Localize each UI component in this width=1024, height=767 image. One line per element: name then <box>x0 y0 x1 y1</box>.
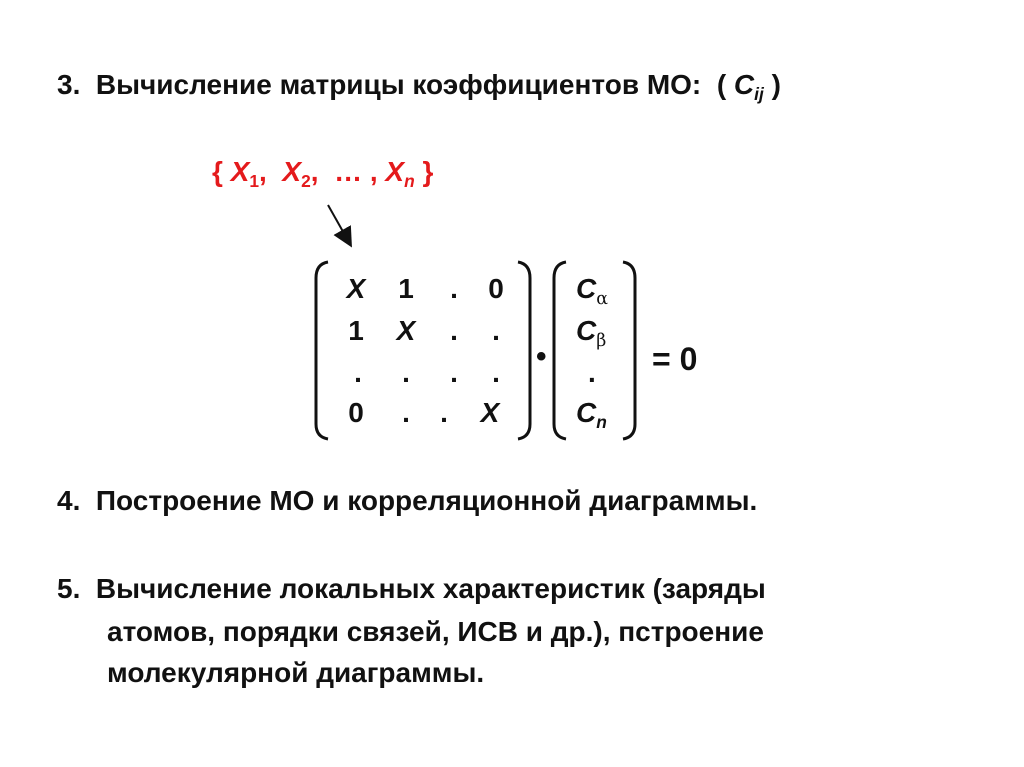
root-x1-sub: 1 <box>249 171 260 192</box>
item-4-text: Построение МО и корреляционной диаграммы. <box>95 485 758 516</box>
matrix-cell: X <box>480 397 500 428</box>
coefficient-subscript: ij <box>754 84 764 105</box>
item-4-number: 4. <box>57 485 81 516</box>
root-xn-sub: n <box>404 171 415 192</box>
item-3-paren-open: ( <box>716 69 727 100</box>
item-5-line-2: атомов, порядки связей, ИСВ и др.), пстроение <box>107 616 764 647</box>
matrix-cell: 1 <box>348 315 364 346</box>
matrix-cell: . <box>450 273 458 304</box>
set-sep-2: , <box>310 156 319 187</box>
item-3-text: Вычисление матрицы коэффициентов МО: <box>95 69 702 100</box>
matrix-cell: . <box>354 357 362 388</box>
matrix-cell: . <box>402 397 410 428</box>
matrix-cell: . <box>440 397 448 428</box>
root-x1: X <box>230 156 250 187</box>
matrix-cell: 1 <box>398 273 414 304</box>
matrix-cell: X <box>346 273 366 304</box>
matrix-cell: 0 <box>488 273 504 304</box>
matrix-cell: . <box>492 357 500 388</box>
item-4-heading <box>57 484 757 518</box>
item-5-line-3: молекулярной диаграммы. <box>107 657 485 688</box>
matrix-cell: . <box>450 315 458 346</box>
item-5-line-1: Вычисление локальных характеристик (заряды <box>95 573 766 604</box>
root-x2: X <box>282 156 302 187</box>
matrix-cell: . <box>402 357 410 388</box>
matrix-cell: . <box>450 357 458 388</box>
item-5-heading <box>57 572 766 606</box>
set-open-brace: { <box>212 156 223 187</box>
item-5-number: 5. <box>57 573 81 604</box>
set-ellipsis: … , <box>334 156 378 187</box>
vector-left-bracket <box>554 262 566 439</box>
arrow-icon <box>328 205 350 244</box>
item-3-number: 3. <box>57 69 81 100</box>
root-x2-sub: 2 <box>301 171 311 192</box>
root-xn: X <box>385 156 405 187</box>
coefficient-symbol: C <box>733 69 755 100</box>
matrix-cell: 0 <box>348 397 364 428</box>
dot-operator: • <box>536 340 547 373</box>
vector-entry: . <box>588 357 596 388</box>
equals-zero: = 0 <box>652 341 698 377</box>
matrix-right-bracket <box>518 262 530 439</box>
matrix-left-bracket <box>316 262 328 439</box>
matrix-cell: X <box>396 315 416 346</box>
set-close-brace: } <box>422 156 434 187</box>
vector-entry: $C_n$ <box>576 397 607 433</box>
vector-entry: $C_\alpha$ <box>576 273 608 310</box>
vector-entry: $C_\beta$ <box>576 315 607 352</box>
item-3-paren-close: ) <box>771 69 781 100</box>
set-sep-1: , <box>259 156 267 187</box>
matrix-cell: . <box>492 315 500 346</box>
